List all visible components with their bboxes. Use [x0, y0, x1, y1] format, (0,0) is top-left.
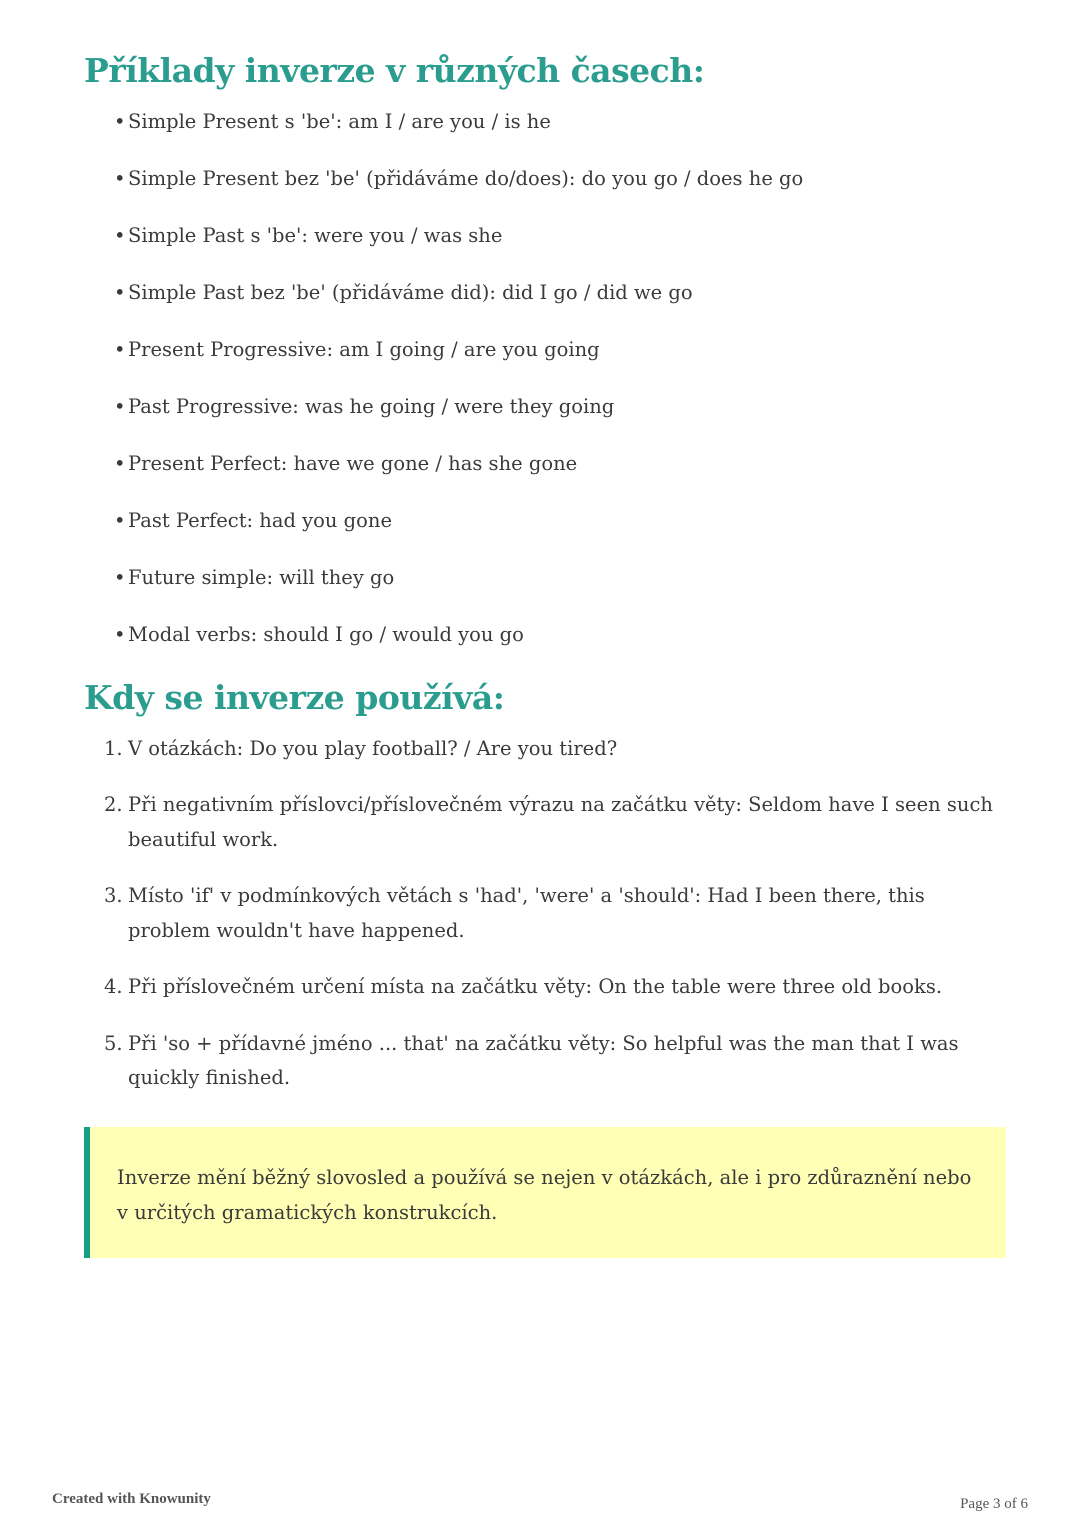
usage-list: [84, 732, 1008, 1096]
summary-callout: [84, 1127, 1006, 1258]
list-item-text: Místo 'if' v podmínkových větách s 'had', 'were' a 'should': Had I been there, this problem wouldn't have happened.: [128, 884, 925, 942]
list-item: • Past Perfect: had you gone: [84, 506, 1008, 535]
section-heading-usage: Kdy se inverze používá:: [84, 677, 505, 717]
list-item-text: Při 'so + přídavné jméno ... that' na začátku věty: So helpful was the man that I was quickly finished.: [128, 1031, 959, 1090]
list-item: [84, 970, 1008, 1005]
list-item: [84, 879, 1008, 948]
list-number: 4.: [104, 975, 123, 999]
list-item: • Past Progressive: was he going / were they going: [84, 392, 1008, 421]
footer-credit: Created with Knowunity: [52, 1491, 211, 1507]
list-item-text: Při příslovečném určení místa na začátku věty: On the table were three old books.: [128, 975, 943, 999]
section-heading-tenses: Příklady inverze v různých časech:: [84, 51, 705, 90]
list-number: 2.: [104, 793, 123, 817]
list-item: • Simple Past s 'be': were you / was she: [84, 221, 1008, 250]
list-item: • Simple Present bez 'be' (přidáváme do/does): do you go / does he go: [84, 164, 1008, 193]
callout-text: Inverze mění běžný slovosled a používá se nejen v otázkách, ale i pro zdůraznění nebo v určitých gramatických konstrukcích.: [117, 1166, 972, 1224]
list-item: • Modal verbs: should I go / would you go: [84, 620, 1008, 649]
list-number: 1.: [104, 736, 123, 760]
page-number: Page 3 of 6: [960, 1496, 1028, 1512]
document-body: [84, 40, 1008, 1118]
list-item: • Future simple: will they go: [84, 563, 1008, 592]
tense-examples-list: [84, 107, 1008, 649]
list-number: 5.: [104, 1031, 123, 1055]
list-item-text: Při negativním příslovci/příslovečném výrazu na začátku věty: Seldom have I seen such beautiful work.: [128, 793, 993, 851]
list-item: [84, 788, 1008, 857]
list-item: • Present Progressive: am I going / are you going: [84, 335, 1008, 364]
list-item: • Simple Past bez 'be' (přidáváme did): did I go / did we go: [84, 278, 1008, 307]
list-item: • Simple Present s 'be': am I / are you / is he: [84, 107, 1008, 136]
list-item: [84, 1027, 1008, 1096]
list-number: 3.: [104, 884, 123, 908]
list-item: [84, 732, 1008, 767]
list-item: • Present Perfect: have we gone / has she gone: [84, 449, 1008, 478]
list-item-text: V otázkách: Do you play football? / Are you tired?: [128, 736, 618, 760]
